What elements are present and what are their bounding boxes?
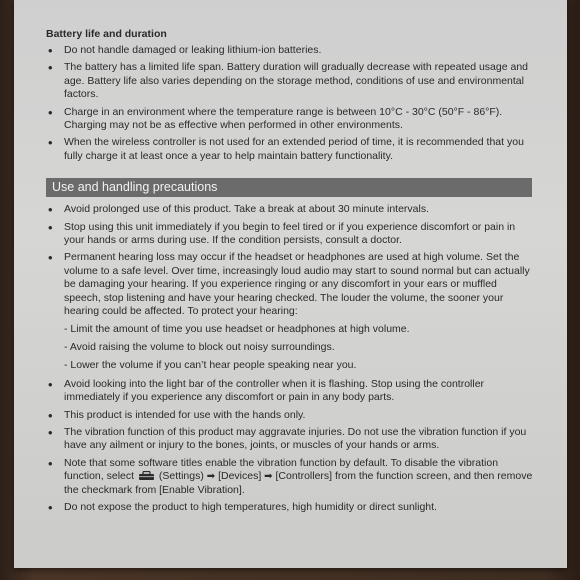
precaution-item: • Avoid prolonged use of this product. Take a break at about 30 minute intervals. [46,203,536,216]
precaution-item: • This product is intended for use with the hands only. [46,409,536,422]
arrow-right-icon: ➡ [264,471,273,483]
precautions-heading: Use and handling precautions [46,178,532,197]
precautions-list-continued [46,378,536,515]
arrow-right-icon: ➡ [206,471,216,483]
hearing-subline: - Avoid raising the volume to block out noisy surroundings. [64,340,335,353]
vibration-note-item [46,457,536,497]
hearing-subline: - Limit the amount of time you use headset or headphones at high volume. [64,322,410,335]
precaution-item: • Avoid looking into the light bar of the controller when it is flashing. Stop using the controller immediately if you experience any discomfort or pain in any body parts. [46,378,536,405]
battery-heading: Battery life and duration [46,28,167,40]
precaution-item: • Do not expose the product to high temperatures, high humidity or direct sunlight. [46,501,536,514]
sheet-content [46,28,536,518]
battery-item: • The battery has a limited life span. Battery duration will gradually decrease with repeated usage and age. Battery life also varies depending on the storage method, conditions of use and environmental factors. [46,61,536,101]
toolbox-icon [138,471,155,480]
controllers-label: [Controllers] from the function screen, and then remove the checkmark from [Enable Vibration]. [64,470,533,496]
precaution-item: • Permanent hearing loss may occur if the headset or headphones are used at high volume. Set the volume to a safe level. Over time, increasingly loud audio may start to sound normal but can actually be damaging your hearing. If you experience ringing or any discomfort in your ears or muffled speech, stop listening and have your hearing checked. The louder the volume, the sooner your hearing could be affected. To protect your hearing: [46,251,536,318]
battery-item: • When the wireless controller is not used for an extended period of time, it is recommended that you fully charge it at least once a year to help maintain battery functionality. [46,136,536,163]
battery-item: • Charge in an environment where the temperature range is between 10°C - 30°C (50°F - 86°F). Charging may not be as effective when performed in other environments. [46,106,536,133]
vibration-note-text: Note that some software titles enable the vibration function by default. To disable the vibration function, select [64,456,499,483]
battery-list [46,44,536,163]
precaution-item: • The vibration function of this product may aggravate injuries. Do not use the vibration function if you have any ailment or injury to the bones, joints, or muscles of your hands or arms. [46,426,536,453]
precautions-list [46,203,536,318]
battery-item: • Do not handle damaged or leaking lithium-ion batteries. [46,44,536,57]
instruction-sheet [14,0,567,568]
devices-label: [Devices] [218,470,262,483]
hearing-subline: - Lower the volume if you can’t hear people speaking near you. [64,359,357,372]
precaution-item: • Stop using this unit immediately if you begin to feel tired or if you experience discomfort or pain in your hands or arms during use. If the condition persists, consult a doctor. [46,221,536,248]
settings-label: (Settings) [158,470,204,483]
section-gap [46,167,536,174]
